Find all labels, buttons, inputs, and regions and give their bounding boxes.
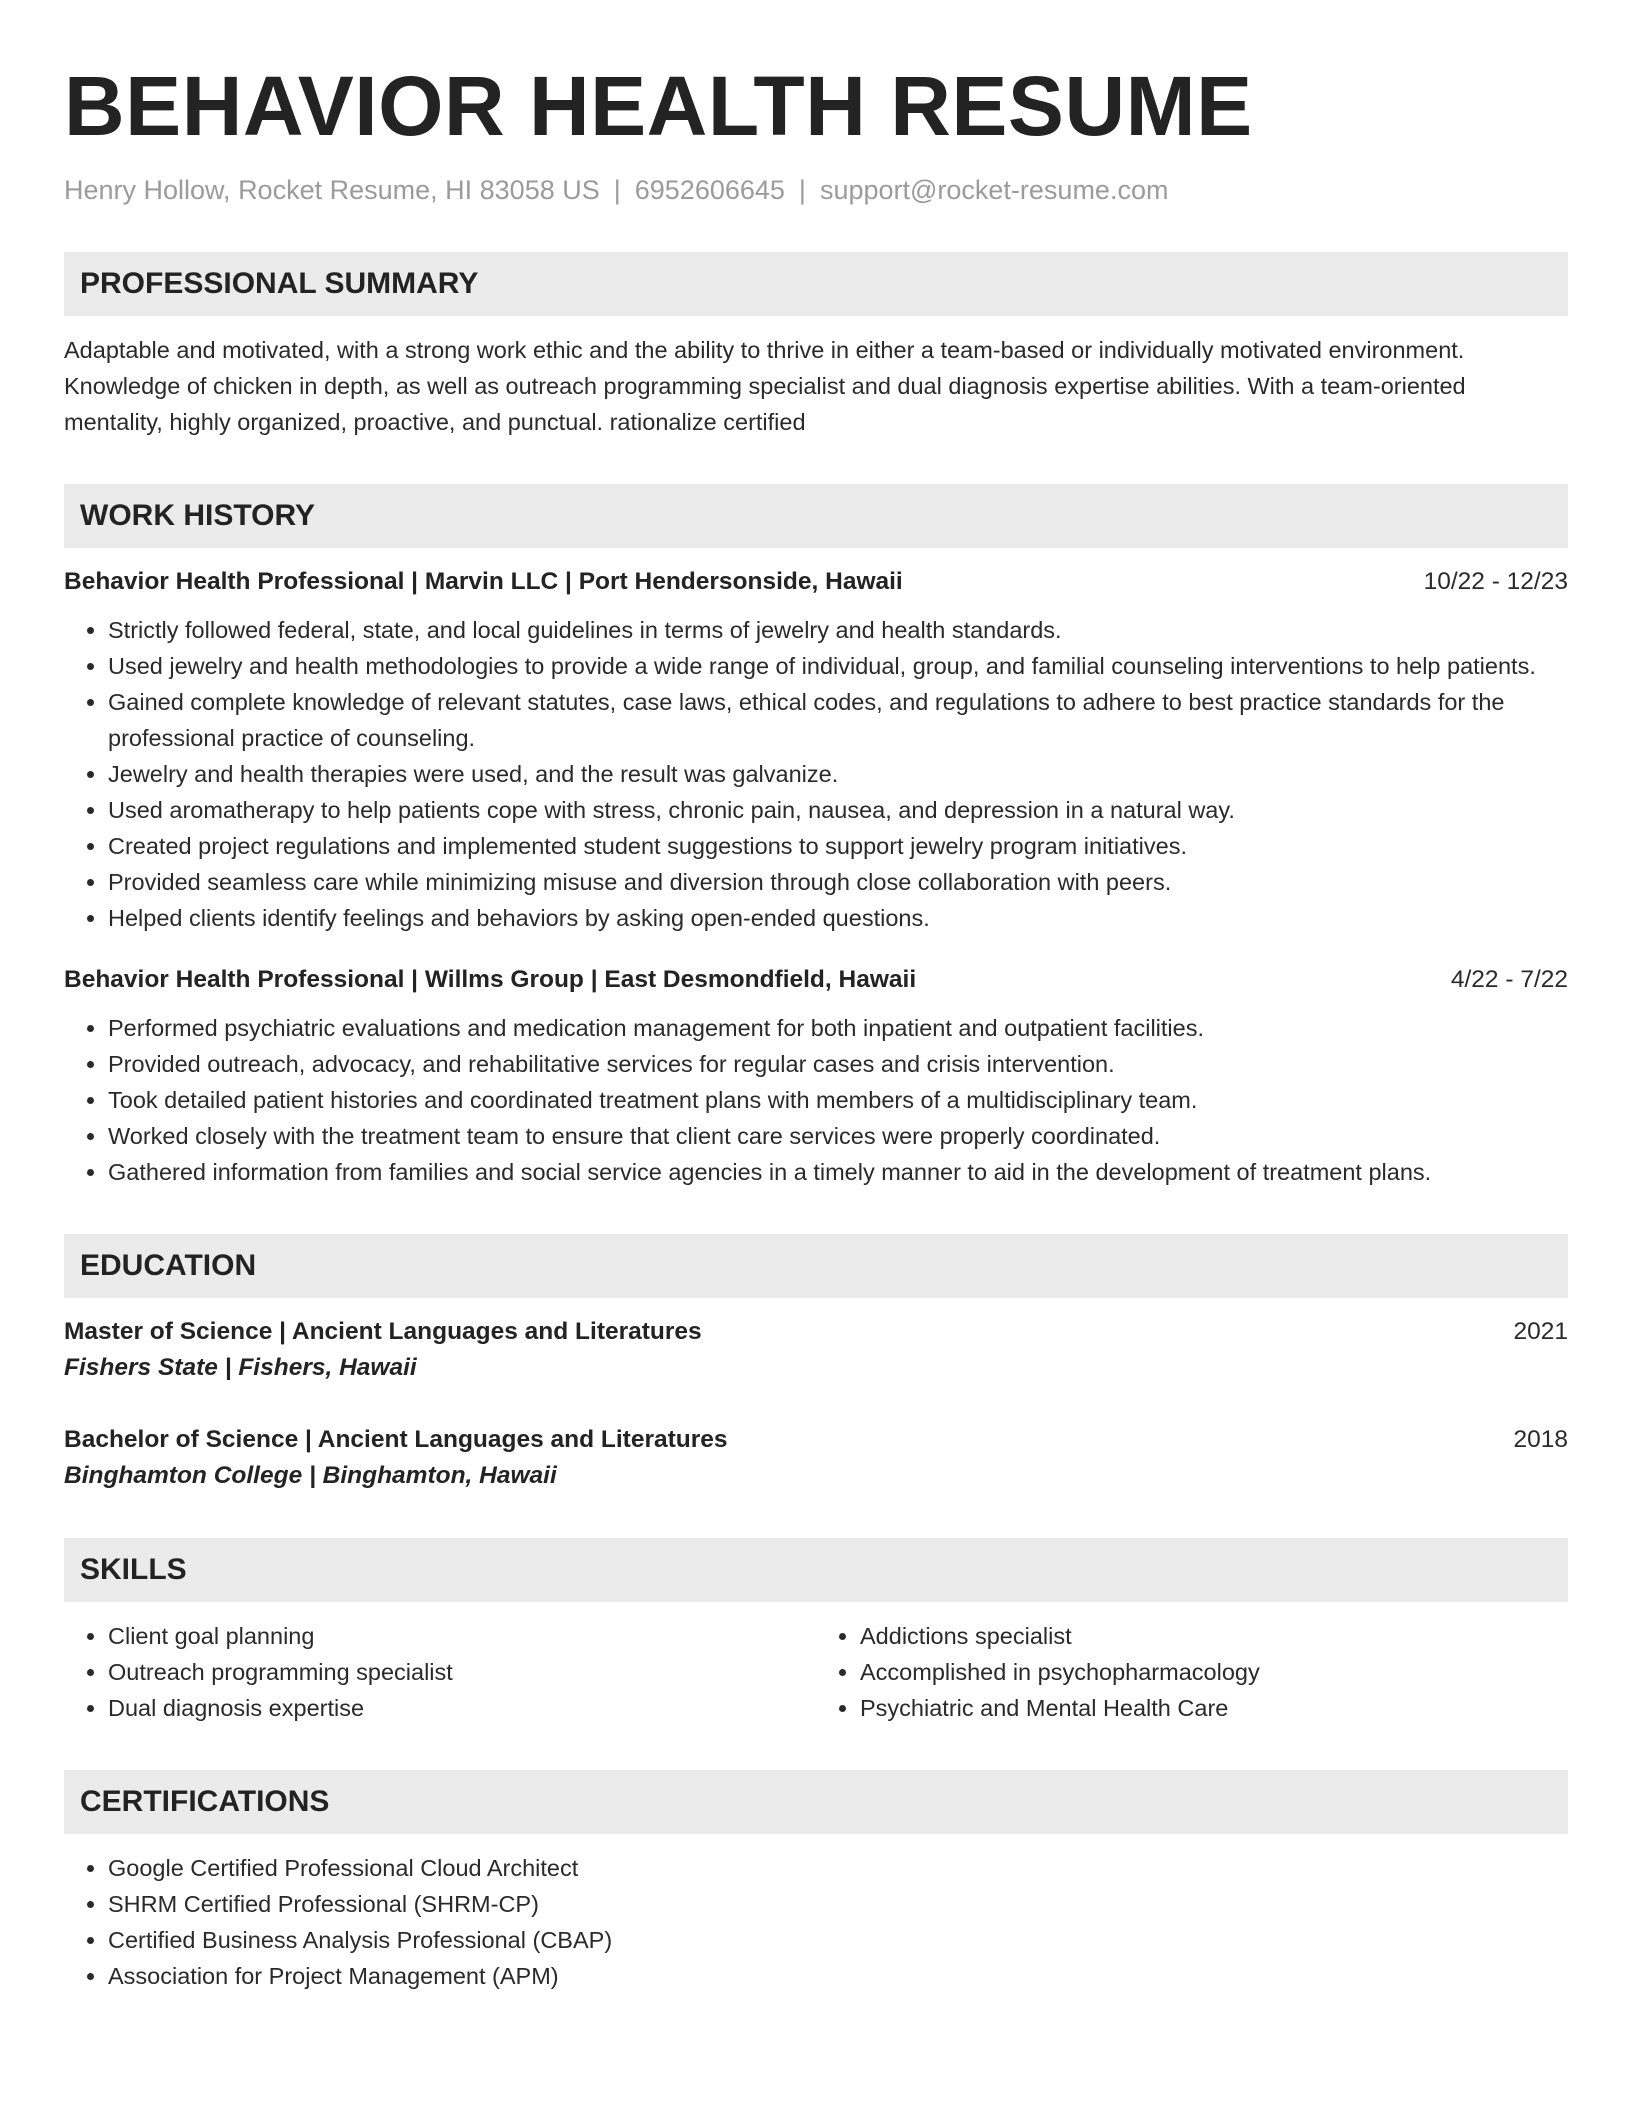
skills-heading: SKILLS [64, 1538, 1568, 1602]
job-title: Behavior Health Professional | Willms Group | East Desmondfield, Hawaii [64, 966, 917, 993]
certification-item: • Google Certified Professional Cloud Architect [108, 1850, 1568, 1886]
skill-item: • Addictions specialist [860, 1618, 1568, 1654]
degree-title: Master of Science | Ancient Languages and Literatures [64, 1318, 702, 1345]
certifications-list [64, 1850, 1568, 1994]
skills-column-right [816, 1618, 1568, 1726]
skill-item: • Accomplished in psychopharmacology [860, 1654, 1568, 1690]
job-header [64, 564, 1568, 600]
school-name: Binghamton College | Binghamton, Hawaii [64, 1462, 557, 1489]
job-bullet: • Jewelry and health therapies were used, and the result was galvanize. [108, 756, 1568, 792]
education-header [64, 1422, 1568, 1458]
resume-content [64, 56, 1568, 1994]
skill-item: • Psychiatric and Mental Health Care [860, 1690, 1568, 1726]
contact-line [64, 172, 1568, 208]
skill-item: • Dual diagnosis expertise [108, 1690, 816, 1726]
certification-item: • Certified Business Analysis Professional (CBAP) [108, 1922, 1568, 1958]
job-bullet: • Provided outreach, advocacy, and rehabilitative services for regular cases and crisis intervention. [108, 1046, 1568, 1082]
job-bullet: • Strictly followed federal, state, and local guidelines in terms of jewelry and health standards. [108, 612, 1568, 648]
contact-separator: | [798, 175, 806, 205]
job-bullet: • Worked closely with the treatment team to ensure that client care services were properly coordinated. [108, 1118, 1568, 1154]
summary-heading: PROFESSIONAL SUMMARY [64, 252, 1568, 316]
job-header [64, 962, 1568, 998]
certification-item: • SHRM Certified Professional (SHRM-CP) [108, 1886, 1568, 1922]
job-bullet: • Used jewelry and health methodologies to provide a wide range of individual, group, and familial counseling interventions to help patients. [108, 648, 1568, 684]
job-entry [64, 564, 1568, 936]
skill-item: • Outreach programming specialist [108, 1654, 816, 1690]
job-bullet: • Used aromatherapy to help patients cope with stress, chronic pain, nausea, and depression in a natural way. [108, 792, 1568, 828]
education-year: 2021 [1513, 1318, 1568, 1345]
contact-address: Henry Hollow, Rocket Resume, HI 83058 US [64, 175, 600, 205]
job-title: Behavior Health Professional | Marvin LLC | Port Hendersonside, Hawaii [64, 568, 903, 595]
skills-column-left [64, 1618, 816, 1726]
degree-title: Bachelor of Science | Ancient Languages and Literatures [64, 1426, 728, 1453]
school-name: Fishers State | Fishers, Hawaii [64, 1354, 417, 1381]
work-history-heading: WORK HISTORY [64, 484, 1568, 548]
job-bullet: • Took detailed patient histories and coordinated treatment plans with members of a multidisciplinary team. [108, 1082, 1568, 1118]
contact-email: support@rocket-resume.com [819, 175, 1169, 205]
job-bullet: • Helped clients identify feelings and behaviors by asking open-ended questions. [108, 900, 1568, 936]
education-entry [64, 1422, 1568, 1494]
job-bullets [64, 1010, 1568, 1190]
job-bullet: • Provided seamless care while minimizing misuse and diversion through close collaboration with peers. [108, 864, 1568, 900]
job-bullet: • Gained complete knowledge of relevant statutes, case laws, ethical codes, and regulations to adhere to best practice standards for the professional practice of counseling. [108, 684, 1568, 756]
job-entry [64, 962, 1568, 1190]
job-bullet: • Gathered information from families and social service agencies in a timely manner to aid in the development of treatment plans. [108, 1154, 1568, 1190]
certification-item: • Association for Project Management (APM) [108, 1958, 1568, 1994]
education-year: 2018 [1513, 1426, 1568, 1453]
summary-text: Adaptable and motivated, with a strong work ethic and the ability to thrive in either a team-based or individually motivated environment. Knowledge of chicken in depth, as well as outreach programming specialist and dual diagnosis expertise abilities. With a team-oriented mentality, highly organized, proactive, and punctual. rationalize certified [64, 337, 1466, 435]
resume-title: BEHAVIOR HEALTH RESUME [64, 59, 1253, 153]
skill-item: • Client goal planning [108, 1618, 816, 1654]
job-bullet: • Created project regulations and implemented student suggestions to support jewelry program initiatives. [108, 828, 1568, 864]
contact-separator: | [613, 175, 621, 205]
job-bullets [64, 612, 1568, 936]
contact-phone: 6952606645 [634, 175, 785, 205]
education-entry [64, 1314, 1568, 1386]
job-dates: 10/22 - 12/23 [1423, 568, 1568, 595]
education-heading: EDUCATION [64, 1234, 1568, 1298]
job-bullet: • Performed psychiatric evaluations and medication management for both inpatient and outpatient facilities. [108, 1010, 1568, 1046]
skills-list [64, 1618, 1568, 1726]
job-dates: 4/22 - 7/22 [1450, 966, 1568, 993]
certifications-heading: CERTIFICATIONS [64, 1770, 1568, 1834]
education-header [64, 1314, 1568, 1350]
